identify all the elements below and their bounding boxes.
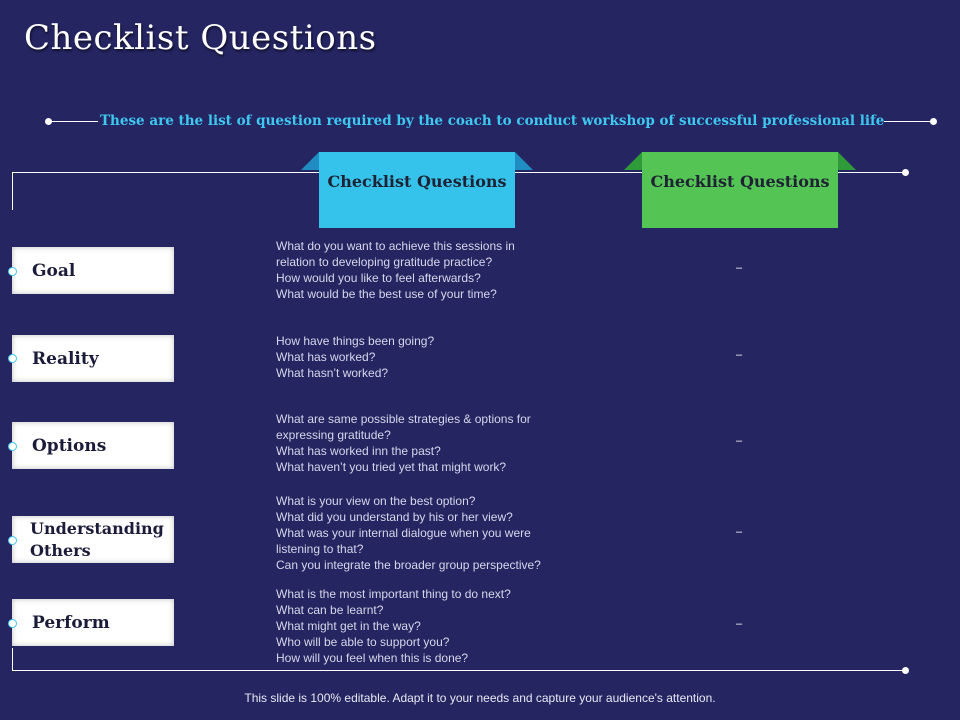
row-label-perform	[12, 599, 174, 646]
row-dot	[8, 619, 17, 628]
frame-bottom-line	[12, 670, 904, 671]
row-label-understanding-others	[12, 516, 174, 563]
answer-perform: –	[736, 618, 743, 630]
question-line: What is your view on the best option?	[276, 494, 476, 508]
page-title: Checklist Questions	[24, 18, 377, 58]
question-line: What is the most important thing to do next?	[276, 587, 511, 601]
column-header-1	[301, 152, 535, 230]
question-line: What has worked?	[276, 350, 376, 364]
row-dot	[8, 354, 17, 363]
column-header-2	[624, 152, 858, 230]
question-line: What are same possible strategies & options for	[276, 412, 531, 426]
question-line: What can be learnt?	[276, 603, 384, 617]
ribbon-fold-right	[838, 152, 856, 170]
subtitle-right-dot	[930, 118, 937, 125]
answer-understanding-others: –	[736, 526, 743, 538]
row-label-text: Perform	[32, 612, 110, 633]
row-label-reality	[12, 335, 174, 382]
question-line: What would be the best use of your time?	[276, 287, 497, 301]
question-line: Who will be able to support you?	[276, 635, 450, 649]
question-line: Can you integrate the broader group perspective?	[276, 558, 541, 572]
question-line: What hasn’t worked?	[276, 366, 389, 380]
question-line: How have things been going?	[276, 334, 435, 348]
frame-left-bottom-tick	[12, 648, 13, 670]
ribbon-fold-left	[624, 152, 642, 170]
row-dot	[8, 536, 17, 545]
question-line: What did you understand by his or her view?	[276, 510, 513, 524]
question-line: listening to that?	[276, 542, 364, 556]
question-line: What haven’t you tried yet that might work?	[276, 460, 507, 474]
question-list-understanding-others	[276, 493, 596, 573]
row-label-goal	[12, 247, 174, 294]
question-line: What was your internal dialogue when you were	[276, 526, 531, 540]
frame-bottom-right-dot	[902, 667, 909, 674]
answer-options: –	[736, 435, 743, 447]
ribbon-fold-left	[301, 152, 319, 170]
question-list-reality	[276, 333, 596, 381]
subtitle-right-line	[884, 121, 932, 122]
ribbon-fold-right	[515, 152, 533, 170]
question-line: What has worked inn the past?	[276, 444, 441, 458]
row-label-text: Reality	[32, 348, 99, 369]
frame-left-top-tick	[12, 172, 13, 210]
question-line: expressing gratitude?	[276, 428, 391, 442]
column-header-1-label: Checklist Questions	[319, 152, 515, 228]
row-label-text-line1: Understanding	[30, 518, 164, 538]
answer-reality: –	[736, 349, 743, 361]
question-list-options	[276, 411, 596, 475]
subtitle: These are the list of question required by the coach to conduct workshop of successful professional life	[100, 113, 885, 129]
question-list-goal	[276, 238, 596, 302]
frame-top-right-dot	[902, 169, 909, 176]
question-line: relation to developing gratitude practice?	[276, 255, 493, 269]
question-line: What might get in the way?	[276, 619, 421, 633]
column-header-2-label: Checklist Questions	[642, 152, 838, 228]
row-label-text: Goal	[32, 260, 76, 281]
question-line: How will you feel when this is done?	[276, 651, 469, 665]
footer-note: This slide is 100% editable. Adapt it to your needs and capture your audience's attention.	[244, 691, 716, 705]
subtitle-left-line	[50, 121, 98, 122]
question-line: How would you like to feel afterwards?	[276, 271, 481, 285]
row-label-options	[12, 422, 174, 469]
row-label-text-line2: Others	[30, 540, 91, 560]
row-dot	[8, 442, 17, 451]
answer-goal: –	[736, 262, 743, 274]
question-line: What do you want to achieve this sessions in	[276, 239, 515, 253]
row-dot	[8, 267, 17, 276]
row-label-text: Options	[32, 435, 107, 456]
question-list-perform	[276, 586, 596, 666]
